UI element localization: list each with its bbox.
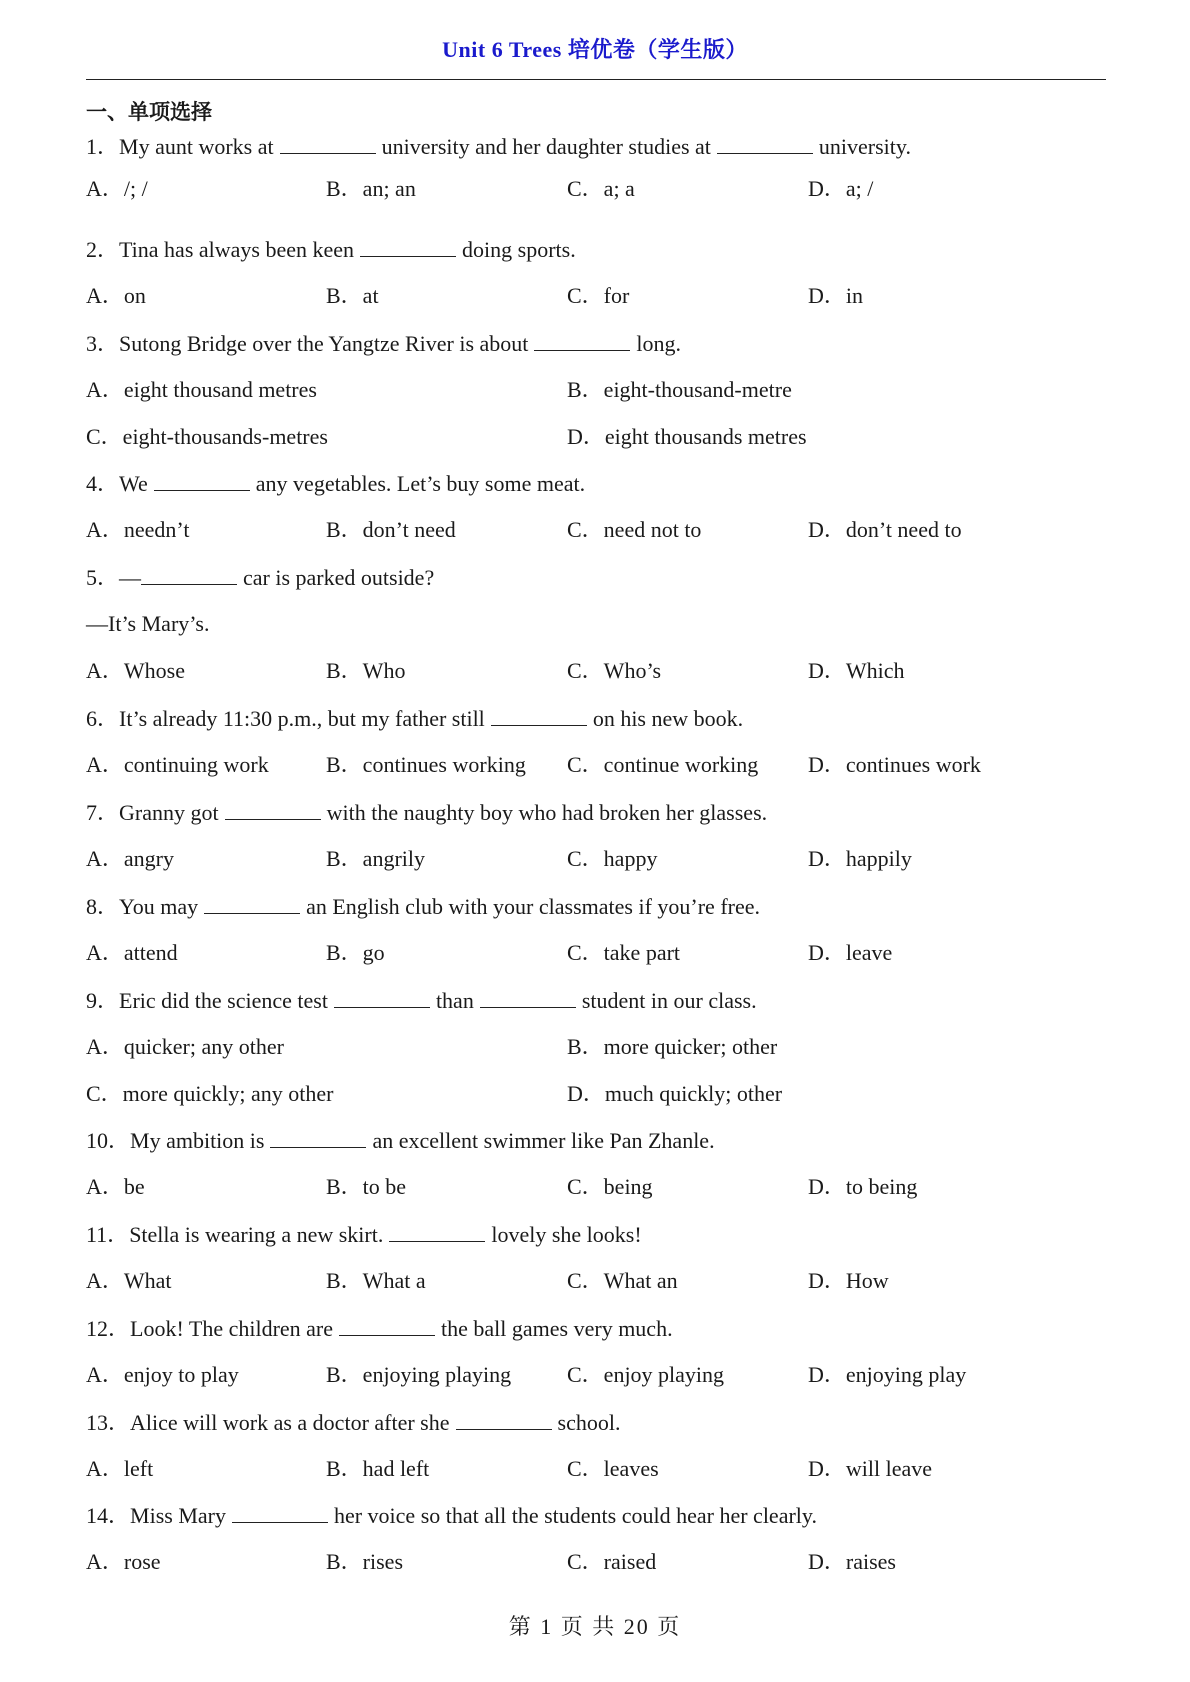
option-d: D．eight thousands metres — [567, 424, 807, 449]
option-c: C．need not to — [567, 517, 702, 542]
question-text: lovely she looks! — [491, 1222, 642, 1247]
question-number: 4． — [86, 471, 120, 496]
option-c: C．enjoy playing — [567, 1362, 725, 1387]
option-c: C．continue working — [567, 752, 759, 777]
answer-blank — [204, 893, 300, 914]
question-text: Stella is wearing a new skirt. — [129, 1222, 384, 1247]
answer-blank — [225, 799, 321, 820]
question-number: 6． — [86, 706, 120, 731]
question-text: Miss Mary — [130, 1503, 226, 1528]
option-c: C．a; a — [567, 176, 635, 201]
option-b: B．enjoying playing — [326, 1362, 512, 1387]
question-number: 13． — [86, 1410, 131, 1435]
question-8 — [86, 893, 760, 920]
question-text: doing sports. — [462, 237, 576, 262]
question-number: 3． — [86, 331, 120, 356]
question-number: 9． — [86, 988, 120, 1013]
question-2 — [86, 236, 576, 263]
question-text: My ambition is — [130, 1128, 265, 1153]
question-7 — [86, 799, 767, 826]
option-b: B．don’t need — [326, 517, 456, 542]
question-text: her voice so that all the students could hear her clearly. — [333, 1503, 817, 1528]
option-a: A．be — [86, 1174, 145, 1199]
answer-blank — [360, 236, 456, 257]
option-c: C．raised — [567, 1549, 657, 1574]
option-c: C．happy — [567, 846, 658, 871]
option-a: A．/; / — [86, 176, 148, 201]
answer-blank — [491, 705, 587, 726]
question-3 — [86, 330, 681, 357]
option-b: B．to be — [326, 1174, 407, 1199]
answer-blank — [232, 1502, 328, 1523]
option-a: A．angry — [86, 846, 174, 871]
option-d: D．leave — [808, 940, 893, 965]
option-d: D．raises — [808, 1549, 896, 1574]
option-b: B．continues working — [326, 752, 526, 777]
option-a: A．on — [86, 283, 146, 308]
question-text: My aunt works at — [119, 134, 274, 159]
option-d: D．enjoying play — [808, 1362, 967, 1387]
question-text: Granny got — [119, 800, 219, 825]
question-13 — [86, 1409, 620, 1436]
question-text: the ball games very much. — [441, 1316, 673, 1341]
question-6 — [86, 705, 743, 732]
question-text: an excellent swimmer like Pan Zhanle. — [372, 1128, 715, 1153]
option-b: B．rises — [326, 1549, 404, 1574]
option-b: B．angrily — [326, 846, 425, 871]
option-d: D．don’t need to — [808, 517, 962, 542]
question-text: with the naughty boy who had broken her glasses. — [326, 800, 768, 825]
question-number: 11． — [86, 1222, 130, 1247]
option-a: A．left — [86, 1456, 154, 1481]
question-number: 2． — [86, 237, 120, 262]
question-11 — [86, 1221, 642, 1248]
question-text: long. — [636, 331, 682, 356]
option-d: D．a; / — [808, 176, 874, 201]
question-text: any vegetables. Let’s buy some meat. — [255, 471, 586, 496]
header-rule — [86, 79, 1106, 80]
option-c: C．take part — [567, 940, 681, 965]
question-text: — — [119, 565, 142, 590]
page-footer: 第 1 页 共 20 页 — [508, 1614, 682, 1639]
option-a: A．attend — [86, 940, 178, 965]
option-a: A．rose — [86, 1549, 161, 1574]
section-heading: 一、单项选择 — [86, 100, 212, 124]
option-b: B．What a — [326, 1268, 426, 1293]
question-1 — [86, 133, 911, 160]
option-a: A．enjoy to play — [86, 1362, 239, 1387]
question-number: 14． — [86, 1503, 131, 1528]
answer-blank — [717, 133, 813, 154]
question-number: 1． — [86, 134, 120, 159]
option-d: D．in — [808, 283, 864, 308]
answer-blank — [456, 1409, 552, 1430]
option-c: C．Who’s — [567, 658, 662, 683]
answer-blank — [480, 987, 576, 1008]
question-text: an English club with your classmates if you’re free. — [306, 894, 760, 919]
option-c: C．being — [567, 1174, 653, 1199]
document-title: Unit 6 Trees 培优卷（学生版） — [442, 37, 748, 62]
option-a: A．continuing work — [86, 752, 269, 777]
question-text: We — [119, 471, 148, 496]
answer-blank — [154, 470, 250, 491]
question-number: 8． — [86, 894, 120, 919]
question-4 — [86, 470, 585, 497]
question-text: It’s already 11:30 p.m., but my father still — [119, 706, 485, 731]
option-c: C．more quickly; any other — [86, 1081, 334, 1106]
question-text: school. — [557, 1410, 621, 1435]
option-d: D．to being — [808, 1174, 918, 1199]
question-number: 10． — [86, 1128, 131, 1153]
option-c: C．What an — [567, 1268, 678, 1293]
option-b: B．go — [326, 940, 385, 965]
question-12 — [86, 1315, 673, 1342]
answer-blank — [141, 564, 237, 585]
question-number: 7． — [86, 800, 120, 825]
option-d: D．continues work — [808, 752, 981, 777]
option-b: B．eight-thousand-metre — [567, 377, 792, 402]
answer-blank — [339, 1315, 435, 1336]
question-text: car is parked outside? — [243, 565, 435, 590]
answer-blank — [334, 987, 430, 1008]
option-b: B．at — [326, 283, 379, 308]
option-c: C．for — [567, 283, 630, 308]
option-d: D．will leave — [808, 1456, 933, 1481]
question-text: Tina has always been keen — [119, 237, 355, 262]
option-a: A．quicker; any other — [86, 1034, 284, 1059]
question-14 — [86, 1502, 817, 1529]
question-text: university and her daughter studies at — [381, 134, 711, 159]
question-9 — [86, 987, 757, 1014]
question-text: Look! The children are — [130, 1316, 334, 1341]
dialogue-reply: —It’s Mary’s. — [86, 611, 210, 636]
option-a: A．Whose — [86, 658, 185, 683]
question-text: student in our class. — [581, 988, 757, 1013]
option-d: D．happily — [808, 846, 912, 871]
question-text: Sutong Bridge over the Yangtze River is about — [119, 331, 529, 356]
question-5 — [86, 564, 434, 591]
question-number: 5． — [86, 565, 120, 590]
answer-blank — [389, 1221, 485, 1242]
option-b: B．an; an — [326, 176, 416, 201]
question-text: Alice will work as a doctor after she — [130, 1410, 450, 1435]
option-d: D．much quickly; other — [567, 1081, 783, 1106]
question-number: 12． — [86, 1316, 131, 1341]
question-text: Eric did the science test — [119, 988, 328, 1013]
question-text: than — [435, 988, 474, 1013]
option-a: A．What — [86, 1268, 172, 1293]
answer-blank — [280, 133, 376, 154]
option-b: B．more quicker; other — [567, 1034, 778, 1059]
question-text: You may — [119, 894, 199, 919]
option-c: C．eight-thousands-metres — [86, 424, 328, 449]
answer-blank — [534, 330, 630, 351]
option-d: D．How — [808, 1268, 889, 1293]
answer-blank — [270, 1127, 366, 1148]
option-a: A．eight thousand metres — [86, 377, 317, 402]
option-a: A．needn’t — [86, 517, 190, 542]
option-d: D．Which — [808, 658, 905, 683]
option-b: B．Who — [326, 658, 406, 683]
question-10 — [86, 1127, 715, 1154]
question-text: university. — [818, 134, 911, 159]
option-c: C．leaves — [567, 1456, 659, 1481]
question-text: on his new book. — [592, 706, 744, 731]
option-b: B．had left — [326, 1456, 430, 1481]
